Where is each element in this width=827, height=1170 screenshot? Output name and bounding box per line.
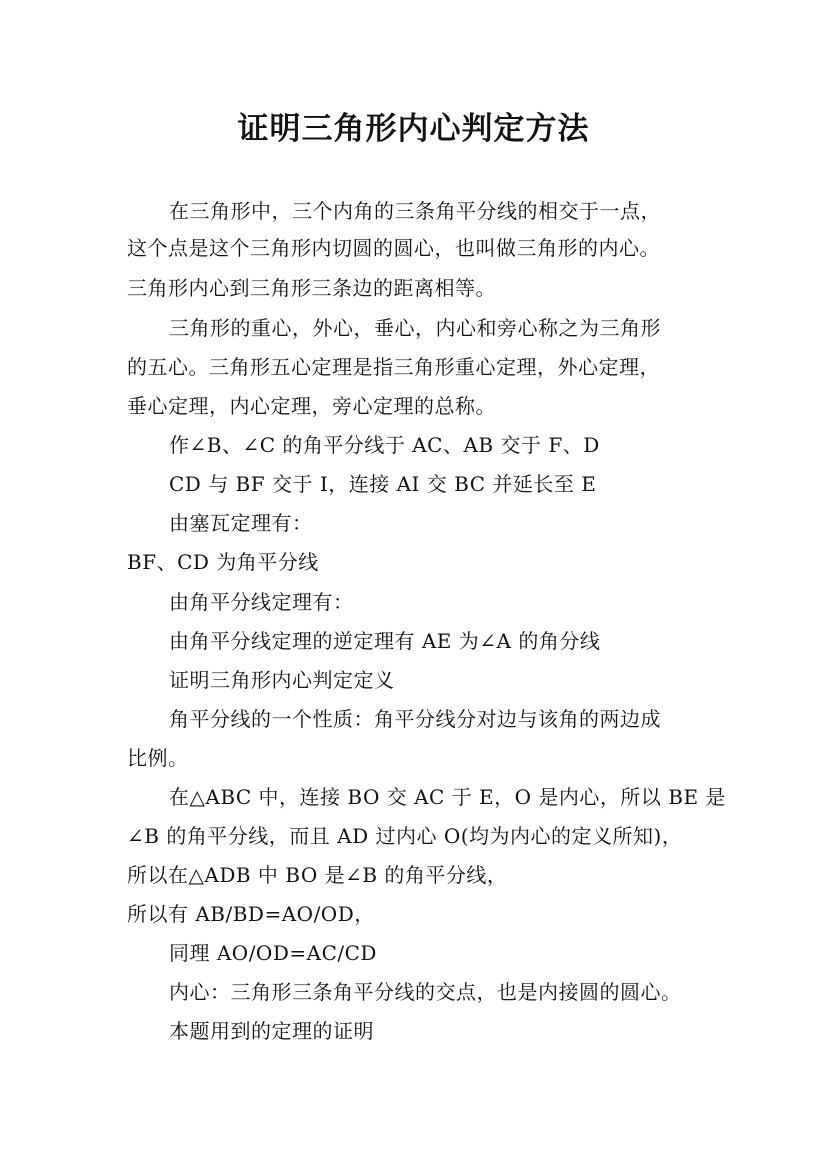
paragraph-line: 垂心定理，内心定理，旁心定理的总称。 [127, 394, 496, 418]
paragraph-line: 所以有 AB/BD=AO/OD， [127, 902, 375, 926]
paragraph-line: ∠B 的角平分线，而且 AD 过内心 O(均为内心的定义所知)， [127, 824, 683, 848]
paragraph-line: 作∠B、∠C 的角平分线于 AC、AB 交于 F、D [169, 433, 600, 457]
paragraph-line: CD 与 BF 交于 I，连接 AI 交 BC 并延长至 E [169, 472, 597, 496]
paragraph-line: 证明三角形内心判定定义 [169, 668, 395, 692]
paragraph-line: 三角形的重心，外心，垂心，内心和旁心称之为三角形 [169, 316, 661, 340]
paragraph-line: 同理 AO/OD=AC/CD [169, 941, 377, 965]
paragraph-line: 角平分线的一个性质：角平分线分对边与该角的两边成 [169, 707, 661, 731]
paragraph-line: 本题用到的定理的证明 [169, 1019, 374, 1043]
paragraph-line: 内心：三角形三条角平分线的交点，也是内接圆的圆心。 [169, 980, 682, 1004]
paragraph-line: 由角平分线定理有： [169, 590, 354, 614]
paragraph-line: 由角平分线定理的逆定理有 AE 为∠A 的角分线 [169, 629, 601, 653]
paragraph-line: 三角形内心到三角形三条边的距离相等。 [127, 276, 496, 300]
paragraph-line: 所以在△ADB 中 BO 是∠B 的角平分线， [127, 863, 508, 887]
paragraph-line: 的五心。三角形五心定理是指三角形重心定理，外心定理， [127, 355, 660, 379]
document-title: 证明三角形内心判定方法 [237, 111, 590, 147]
paragraph-line: 在三角形中，三个内角的三条角平分线的相交于一点， [169, 199, 661, 223]
paragraph-line: 比例。 [127, 746, 189, 770]
paragraph-line: 在△ABC 中，连接 BO 交 AC 于 E，O 是内心，所以 BE 是 [169, 785, 726, 809]
paragraph-line: 这个点是这个三角形内切圆的圆心，也叫做三角形的内心。 [127, 236, 660, 260]
paragraph-line: 由塞瓦定理有： [169, 511, 313, 535]
paragraph-line: BF、CD 为角平分线 [127, 550, 319, 574]
